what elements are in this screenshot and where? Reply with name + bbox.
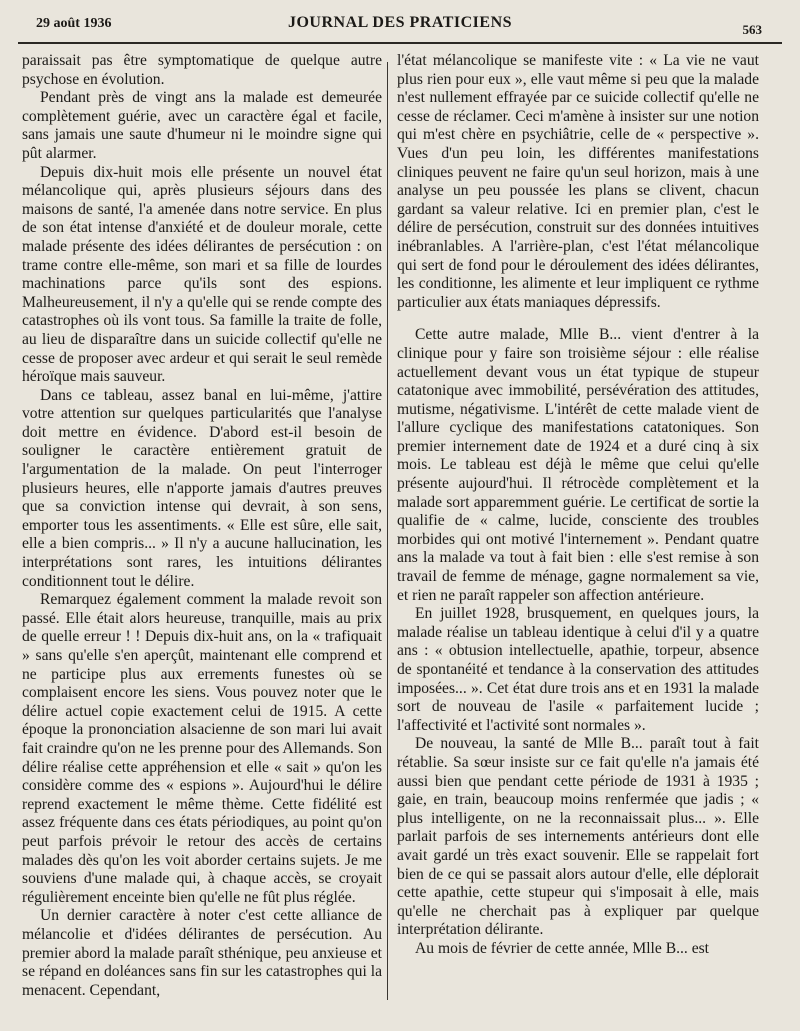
issue-date: 29 août 1936 xyxy=(36,16,112,31)
paragraph: Dans ce tableau, assez banal en lui-même, j'attire votre attention sur quelques particularités que l'analyse doit mettre en évidence. D'abord est-il besoin de souligner le caractère entièrement gratuit de l'argumentation de la malade. On peut l'interroger plusieurs heures, elle n'apporte jamais d'autres preuves que sa conviction intense qui devrait, à son sens, emporter tous les assentiments. « Elle est sûre, elle sait, elle a bien compris... » Il n'y a aucune hallucination, les interprétations sont rares, les intuitions délirantes conditionnent tout le délire. xyxy=(22,386,382,590)
paragraph: Depuis dix-huit mois elle présente un nouvel état mélancolique qui, après plusieurs séjours dans des maisons de santé, l'a amenée dans notre service. En plus de son état intense d'anxiété et de douleur morale, cette malade présente des idées délirantes de persécution : on trame contre elle-même, son mari et sa fille de lourdes machinations parce qu'ils sont des espions. Malheureusement, il n'y a qu'elle qui se rende compte des catastrophes où ils vont tous. Sa famille la traite de folle, au lieu de disparaître dans un suicide collectif qu'elle ne cesse de proposer avec ardeur et qui serait le seul remède héroïque mais sauveur. xyxy=(22,163,382,386)
right-column xyxy=(397,52,759,959)
paragraph: Remarquez également comment la malade revoit son passé. Elle était alors heureuse, tranquille, mais au prix de quelle erreur ! ! Depuis dix-huit ans, on la « trafiquait » sans qu'elle s'en aperçût, maintenant elle comprend et ne participe plus aux errements funestes où se complaisent encore les siens. Vous pouvez noter que le délire actuel copie exactement celui de 1915. A cette époque la prononciation alsacienne de son mari lui avait fait craindre qu'on ne les prenne pour des Allemands. Son délire réalise cette appréhension et elle « sait » qu'on les considère comme des « espions ». Aujourd'hui le délire reprend exactement le même thème. Cette fidélité est assez fréquente dans ces états périodiques, au point qu'on peut parfois prévoir le retour des accès de certains malades dès qu'on les voit aborder certains sujets. Je me souviens d'une malade qui, à chaque accès, se croyait régulièrement enceinte bien qu'elle ne fût plus réglée. xyxy=(22,591,382,906)
paragraph: Cette autre malade, Mlle B... vient d'entrer à la clinique pour y faire son troisième séjour : elle réalise actuellement devant vous un état typique de stupeur catatonique avec immobilité, persévération des attitudes, mutisme, négativisme. L'intérêt de cette malade vient de l'allure cyclique des manifestations catatoniques. Son premier internement date de 1924 et a duré cinq à six mois. Le tableau est déjà le même que celui qu'elle présente aujourd'hui. Il rétrocède complètement et la malade sort apparemment guérie. Le certificat de sortie la qualifie de « calme, lucide, consciente des troubles morbides qui ont motivé l'internement ». Pendant quatre ans la malade va tout à fait bien : elle s'est remise à son travail de femme de ménage, gagne normalement sa vie, et rien ne paraît rappeler son affection antérieure. xyxy=(397,326,759,604)
paragraph: De nouveau, la santé de Mlle B... paraît tout à fait rétablie. Sa sœur insiste sur ce fait qu'elle n'a jamais été aussi bien que pendant cette période de 1931 à 1935 ; gaie, en train, beaucoup moins renfermée que jadis ; « plus intelligente, on ne la reconnaissait plus... ». Elle parlait parfois de ses internements antérieurs dont elle avait gardé un très exact souvenir. Elle se rappelait fort bien de ce qui se passait alors autour d'elle, elle déplorait cette apathie, cette stupeur qui s'imposait à elle, mais qu'elle ne cherchait pas à expliquer par quelque interprétation délirante. xyxy=(397,735,759,939)
journal-title: JOURNAL DES PRATICIENS xyxy=(287,14,513,31)
paragraph: l'état mélancolique se manifeste vite : « La vie ne vaut plus rien pour eux », elle vaut même si peu que la malade n'est nullement effrayée par ce suicide collectif qu'elle ne cesse de réclamer. Ceci m'amène à insister sur une notion qui m'est chère en psychiâtrie, celle de « perspective ». Vues d'un peu loin, les différentes manifestations cliniques peuvent ne faire qu'un seul horizon, mais à une analyse un peu poussée les plans se clivent, chacun gardant sa valeur relative. Ici en premier plan, c'est le délire de persécution, construit sur des données intuitives inébranlables. A l'arrière-plan, c'est l'état mélancolique qui sert de fond pour le déroulement des idées délirantes, les conditionne, les alimente et leur impliquent ce rythme particulier aux états maniaques dépressifs. xyxy=(397,52,759,311)
paragraph: Pendant près de vingt ans la malade est demeurée complètement guérie, avec un caractère égal et facile, sans jamais une saute d'humeur ni le moindre signe qui pût alarmer. xyxy=(22,89,382,162)
paragraph: En juillet 1928, brusquement, en quelques jours, la malade réalise un tableau identique à celui d'il y a quatre ans : « obtusion intellectuelle, apathie, torpeur, absence de spontanéité et tendance à la conservation des attitudes imposées... ». Cet état dure trois ans et en 1931 la malade sort de nouveau de l'asile « parfaitement lucide ; l'affectivité et l'activité sont normales ». xyxy=(397,605,759,734)
paragraph: Au mois de février de cette année, Mlle B... est xyxy=(415,939,710,957)
column-divider xyxy=(387,62,388,1000)
page-number: 563 xyxy=(742,22,762,37)
page-header xyxy=(0,14,800,38)
paragraph: paraissait pas être symptomatique de quelque autre psychose en évolution. xyxy=(22,52,382,88)
left-column xyxy=(22,52,382,1000)
header-rule xyxy=(18,42,782,44)
paragraph: Un dernier caractère à noter c'est cette alliance de mélancolie et d'idées délirantes de persécution. Au premier abord la malade paraît sthénique, peu anxieuse et se répand en doléances sans fin sur les catastrophes qui la menacent. Cependant, xyxy=(22,907,382,999)
